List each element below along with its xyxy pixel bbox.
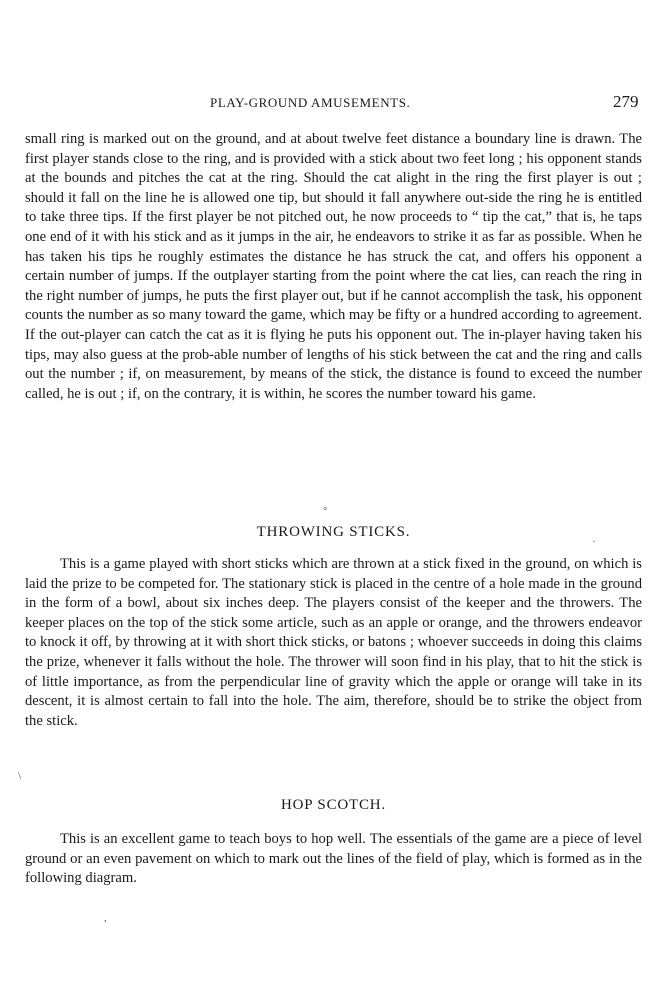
page-number: 279 [613, 92, 639, 111]
paragraph-throwing-sticks: This is a game played with short sticks which are thrown at a stick fixed in the ground, on which is laid the prize to be competed for. The stationary stick is placed in the centre of a hole made in the ground in the form of a bowl, about six inches deep. The players consist of the keeper and the throwers. The keeper places on the top of the stick some article, such as an apple or orange, and the throwers endeavor to knock it off, by throwing at it with short thick sticks, or batons ; whoever succeeds in doing this claims the prize, whenever it falls without the hole. The thrower will soon find in his play, that to hit the stick is of little importance, as from the perpendicular line of gravity which the apple or orange will take in its descent, it is almost certain to fall into the hole. The aim, therefore, should be to strike the object from the stick. [25, 556, 642, 729]
paragraph-hop-scotch: This is an excellent game to teach boys to hop well. The essentials of the game are a piece of level ground or an even pavement on which to mark out the lines of the field of play, which is formed as in the following diagram. [25, 831, 642, 887]
print-speck: \ [18, 770, 22, 782]
section-heading-throwing-sticks: THROWING STICKS. [256, 524, 411, 540]
section-heading-hop-scotch: HOP SCOTCH. [281, 797, 386, 813]
print-speck: , [104, 912, 107, 924]
print-speck: · [592, 536, 596, 548]
paragraph-tip-cat-continued: small ring is marked out on the ground, and at about twelve feet distance a boundary line is drawn. The first player stands close to the ring, and is provided with a stick about two feet long ; his opponent stands at the bounds and pitches the cat at the ring. Should the cat alight in the ring the first player is out ; should it fall on the line he is allowed one tip, but should it fall anywhere out-side the ring he is entitled to take three tips. If the first player be not pitched out, he now proceeds to “ tip the cat,” that is, he taps one end of it with his stick and as it jumps in the air, he endeavors to strike it as far as possible. When he has taken his tips he roughly estimates the distance he has struck the cat, and offers his opponent a certain number of jumps. If the outplayer starting from the point where the cat lies, can reach the ring in the right number of jumps, he puts the first player out, but if he cannot accomplish the task, his opponent counts the number as so many toward the game, which may be fifty or a hundred according to agreement. If the out-player can catch the cat as it is flying he puts his opponent out. The in-player having taken his tips, may also guess at the prob-able number of lengths of his stick between the cat and the ring and calls out the number ; if, on measurement, by means of the stick, the distance is found to exceed the number called, he is out ; if, on the contrary, it is within, he scores the number toward his game. [25, 131, 642, 402]
running-head [0, 92, 667, 115]
print-speck: ° [323, 505, 328, 517]
running-title: PLAY-GROUND AMUSEMENTS. [210, 95, 411, 110]
